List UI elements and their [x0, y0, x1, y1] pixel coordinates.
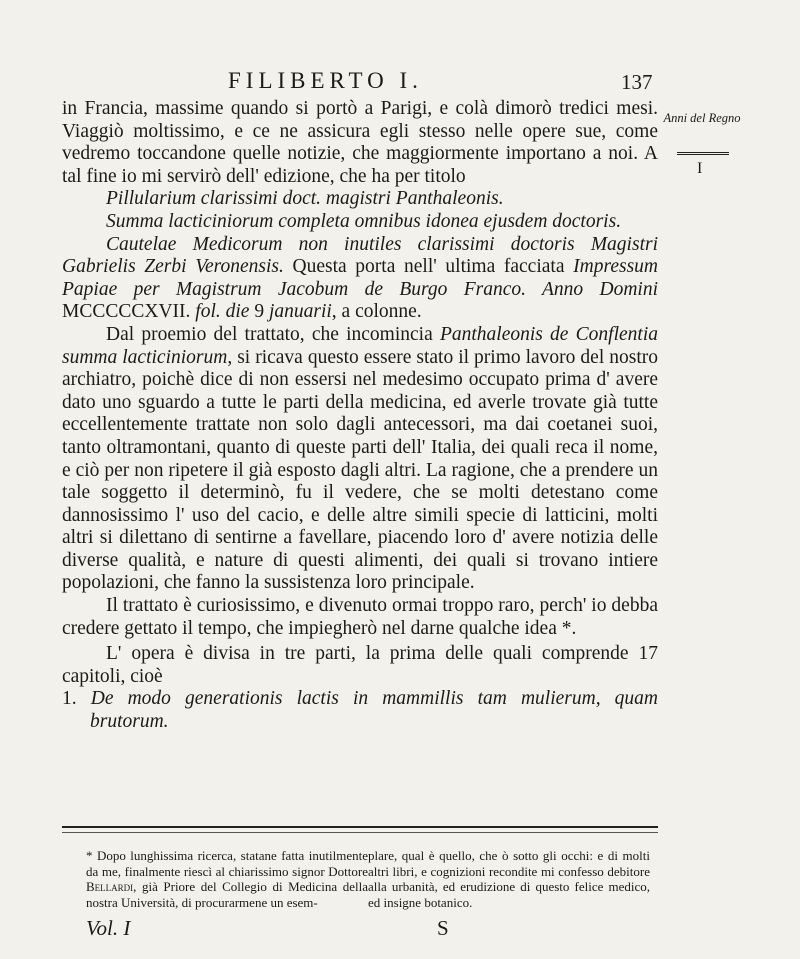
paragraph [62, 211, 658, 234]
footnote-right-column [368, 848, 650, 910]
margin-note-anni-del-regno: Anni del Regno [663, 111, 741, 125]
small-caps-text: MCCCCCXVII. [62, 301, 196, 323]
volume-signature: Vol. I [86, 916, 131, 940]
italic-text: Cautelae Medicorum non inutiles clarissimi doctoris Magistri Gabrielis Zerbi Veronensis. [62, 233, 658, 278]
italic-text: januarii [268, 301, 332, 323]
italic-text: Panthaleonis de Conflentia summa lacticiniorum [62, 323, 658, 368]
text-run: 9 [249, 301, 269, 323]
margin-regnal-year: I [697, 160, 703, 177]
italic-text: Summa lacticiniorum completa omnibus idonea ejusdem doctoris. [106, 210, 622, 232]
margin-divider [677, 152, 729, 159]
italic-text: Pillularium clarissimi doct. magistri Panthaleonis. [106, 188, 504, 210]
text-run: Dal proemio del trattato, che incomincia [106, 323, 440, 345]
page-number: 137 [621, 70, 653, 94]
text-run: , già Priore del Collegio di Medicina della nostra Università, di procurarmene un esem- [86, 879, 368, 910]
italic-text: De modo generationis lactis in mammillis tam mulierum, quam brutorum. [90, 688, 658, 733]
text-run: L' opera è divisa in tre parti, la prima delle quali comprende 17 capitoli, cioè [62, 643, 658, 687]
signature-mark: S [437, 916, 449, 940]
paragraph [62, 188, 658, 211]
running-header-title: FILIBERTO I. [228, 68, 423, 93]
paragraph [62, 643, 658, 688]
footnote-left-column [86, 848, 368, 910]
text-run: Questa porta nell' ultima facciata [283, 256, 574, 278]
small-caps-text: Bellardi [86, 879, 134, 895]
main-body-text [62, 98, 658, 734]
paragraph [62, 688, 658, 733]
paragraph [62, 324, 658, 595]
text-run: in Francia, massime quando si portò a Parigi, e colà dimorò tredici mesi. Viaggiò moltissimo, e ce ne assicura egli stesso nelle opere sue, come vedremo toccandone quelle notizie, che maggiormente importano a noi. A tal fine io mi servirò dell' edizione, che ha per titolo [62, 98, 658, 187]
footnote-rule-thin [62, 832, 658, 833]
text-run: , a colonne. [331, 301, 422, 323]
paragraph [62, 98, 658, 188]
text-run: Il trattato è curiosissimo, e divenuto ormai troppo raro, perch' io debba credere gettato il tempo, che impiegherò nel darne qualche idea *. [62, 595, 658, 639]
italic-text: Impressum Papiae per Magistrum Jacobum de Burgo Franco. Anno Domini [62, 256, 658, 300]
paragraph [62, 234, 658, 324]
text-run: 1. [62, 688, 91, 710]
italic-text: fol. die [195, 301, 250, 323]
text-run: , si ricava questo essere stato il primo lavoro del nostro archiatro, poichè dice di non essersi nel medesimo occupato prima d' avere dato uno sguardo a tutte le parti della medicina, ed averle trovate già tutte eccellentemente trattate non solo dagli antecessori, ma dai coetanei suoi, tanto oltramontani, quanto di queste parti dell' Italia, dei quali reca il nome, e ciò per non ripetere il già esposto dagli altri. La ragione, che a prendere un tale soggetto il determinò, fu il vedere, che se molti detestano come dannosissimo l' uso del cacio, e delle altre simili specie di latticini, molti altri si dilettano di sentirne a favellare, piacendo loro d' avere notizia delle diverse qualità, e nature di questi alimenti, dei quali si trovano intiere popolazioni, che fanno la sussistenza loro principale. [62, 346, 658, 594]
footnote-rule [62, 826, 658, 828]
text-run: * Dopo lunghissima ricerca, statane fatta inutilmente da me, finalmente riescì al chiarissimo signor Dottore [86, 848, 368, 879]
paragraph [62, 595, 658, 640]
text-run: plare, qual è quello, che ò sotto gli occhi: e di molti altri libri, e cognizioni recondite mi confesso debitore alla urbanità, ed erudizione di questo felice medico, ed insigne botanico. [368, 848, 650, 910]
